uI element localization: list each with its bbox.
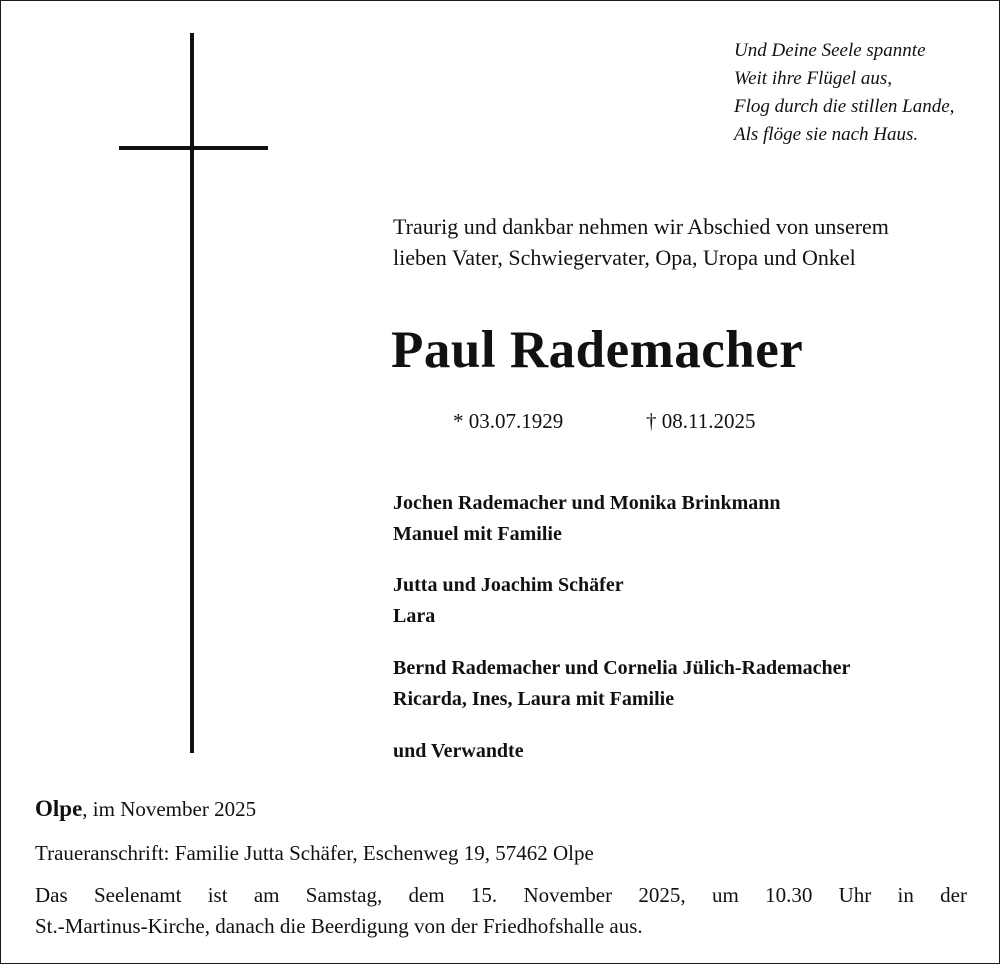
service-info xyxy=(35,880,967,942)
intro-line: Traurig und dankbar nehmen wir Abschied von unserem xyxy=(393,214,889,239)
poem-line: Weit ihre Flügel aus, xyxy=(734,68,892,89)
mourner-line: Ricarda, Ines, Laura mit Familie xyxy=(393,688,675,710)
cross-icon-crossbar xyxy=(119,146,268,150)
intro-text xyxy=(393,211,889,273)
poem-line: Und Deine Seele spannte xyxy=(734,40,926,61)
mourner-line: Manuel mit Familie xyxy=(393,523,562,545)
birth-date: * 03.07.1929 xyxy=(453,409,564,433)
intro-line: lieben Vater, Schwiegervater, Opa, Uropa und Onkel xyxy=(393,245,856,270)
mourner-group xyxy=(393,488,780,550)
mourner-group xyxy=(393,653,850,715)
mourner-line: Bernd Rademacher und Cornelia Jülich-Rademacher xyxy=(393,657,851,679)
place-date-text: , im November 2025 xyxy=(82,797,257,821)
mourner-line: Lara xyxy=(393,605,436,627)
place-city: Olpe xyxy=(35,796,83,821)
service-line: Das Seelenamt ist am Samstag, dem 15. November 2025, um 10.30 Uhr in der xyxy=(35,883,967,907)
relatives-line: und Verwandte xyxy=(393,740,524,762)
place-date xyxy=(35,796,256,822)
poem xyxy=(734,37,954,149)
poem-line: Als flöge sie nach Haus. xyxy=(734,124,919,145)
mourner-line: Jutta und Joachim Schäfer xyxy=(393,574,624,596)
cross-icon xyxy=(190,33,194,753)
deceased-name: Paul Rademacher xyxy=(391,321,804,379)
mourner-line: Jochen Rademacher und Monika Brinkmann xyxy=(393,492,781,514)
mourner-group xyxy=(393,570,624,632)
poem-line: Flog durch die stillen Lande, xyxy=(734,96,955,117)
service-line: St.-Martinus-Kirche, danach die Beerdigung von der Friedhofshalle aus. xyxy=(35,914,643,938)
death-date: † 08.11.2025 xyxy=(646,409,756,433)
mourning-address: Traueranschrift: Familie Jutta Schäfer, Eschenweg 19, 57462 Olpe xyxy=(35,841,594,865)
